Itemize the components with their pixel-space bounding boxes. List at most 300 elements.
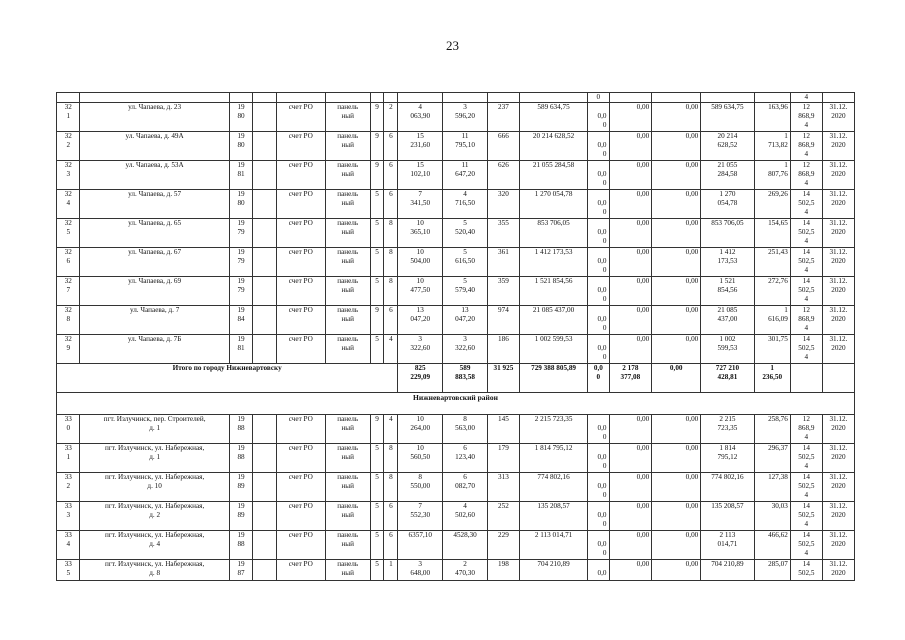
cell-fund-share: 0,0 0 <box>588 531 609 560</box>
cell-wall-material: панель ный <box>325 103 370 132</box>
table-row <box>57 161 855 190</box>
cell-budget-1: 0,00 <box>609 161 652 190</box>
total-row <box>57 364 855 393</box>
cell-limit-cost: 14 502,5 4 <box>790 248 822 277</box>
cell-floors: 5 <box>370 219 384 248</box>
cell-residents: 626 <box>487 161 519 190</box>
table-row-continued <box>57 93 855 103</box>
cell-entrances: 8 <box>384 444 398 473</box>
cell-empty <box>790 364 822 393</box>
cell-budget-2: 0,00 <box>652 103 701 132</box>
cell-residents: 355 <box>487 219 519 248</box>
cell-owners-funds: 774 802,16 <box>701 473 754 502</box>
cell-year: 19 81 <box>229 335 252 364</box>
cell-cost: 1 814 795,12 <box>519 444 587 473</box>
cell-completion-date: 31.12. 2020 <box>822 473 854 502</box>
cell-wall-material: панель ный <box>325 473 370 502</box>
cell-fund: счет РО <box>276 161 325 190</box>
cell-owners-funds: 1 270 054,78 <box>701 190 754 219</box>
cell-entrances: 1 <box>384 560 398 581</box>
cell-limit-cost: 14 502,5 4 <box>790 473 822 502</box>
cell-budget-1: 0,00 <box>609 415 652 444</box>
cell-wall-material: панель ный <box>325 277 370 306</box>
cell-owners-funds: 2 215 723,35 <box>701 415 754 444</box>
cell-floors: 5 <box>370 531 384 560</box>
cell-address: ул. Чапаева, д. 65 <box>80 219 229 248</box>
cell-address: ул. Чапаева, д. 69 <box>80 277 229 306</box>
cell-limit-cost: 12 868,9 4 <box>790 132 822 161</box>
cell-fund: счет РО <box>276 248 325 277</box>
cell-address: ул. Чапаева, д. 57 <box>80 190 229 219</box>
cell-budget-2: 0,00 <box>652 502 701 531</box>
cell-entrances: 8 <box>384 248 398 277</box>
total-label: Итого по городу Нижневартовску <box>57 364 398 393</box>
cell-living-area: 6 082,70 <box>443 473 488 502</box>
cell-limit-cost: 14 502,5 4 <box>790 531 822 560</box>
cell-wall-material: панель ный <box>325 132 370 161</box>
cell-budget-2: 0,00 <box>652 473 701 502</box>
cell-cost: 1 002 599,53 <box>519 335 587 364</box>
cell-completion-date: 31.12. 2020 <box>822 531 854 560</box>
cell-total-area: 6357,10 <box>398 531 443 560</box>
cell-budget-1: 0,00 <box>609 473 652 502</box>
cell-entrances: 2 <box>384 103 398 132</box>
cell-year: 19 89 <box>229 502 252 531</box>
cell-year: 19 79 <box>229 248 252 277</box>
cell-year: 19 88 <box>229 444 252 473</box>
cell-year: 19 80 <box>229 103 252 132</box>
cell-year: 19 88 <box>229 531 252 560</box>
table-row <box>57 473 855 502</box>
cell-budget-1: 0,00 <box>609 502 652 531</box>
cell-number: 33 3 <box>57 502 80 531</box>
cell-limit-cost: 14 502,5 <box>790 560 822 581</box>
cell-limit-cost: 12 868,9 4 <box>790 415 822 444</box>
cell-first-row-z: 0 <box>588 93 609 103</box>
cell-empty <box>253 190 276 219</box>
cell-residents: 229 <box>487 531 519 560</box>
cell-completion-date: 31.12. 2020 <box>822 219 854 248</box>
table-row <box>57 335 855 364</box>
cell-fund: счет РО <box>276 444 325 473</box>
cell-limit-cost: 12 868,9 4 <box>790 306 822 335</box>
cell-specific-cost: 258,76 <box>754 415 790 444</box>
cell-floors: 9 <box>370 132 384 161</box>
table-row <box>57 502 855 531</box>
cell-floors: 5 <box>370 444 384 473</box>
cell-address: пгт. Излучинск, пер. Строителей, д. 1 <box>80 415 229 444</box>
cell-entrances: 6 <box>384 306 398 335</box>
cell-specific-cost: 1 807,76 <box>754 161 790 190</box>
cell-entrances: 4 <box>384 415 398 444</box>
cell-specific-cost: 466,62 <box>754 531 790 560</box>
cell-owners-funds: 21 085 437,00 <box>701 306 754 335</box>
cell-owners-funds: 2 113 014,71 <box>701 531 754 560</box>
cell-budget-2: 0,00 <box>652 161 701 190</box>
cell-number: 32 5 <box>57 219 80 248</box>
cell-address: пгт. Излучинск, ул. Набережная, д. 8 <box>80 560 229 581</box>
cell-living-area: 6 123,40 <box>443 444 488 473</box>
table-row <box>57 190 855 219</box>
cell-cost: 2 215 723,35 <box>519 415 587 444</box>
cell-address: пгт. Излучинск, ул. Набережная, д. 4 <box>80 531 229 560</box>
cell-specific-cost: 301,75 <box>754 335 790 364</box>
cell-entrances: 6 <box>384 190 398 219</box>
cell-wall-material: панель ный <box>325 502 370 531</box>
cell-number: 32 6 <box>57 248 80 277</box>
cell-living-area: 5 579,40 <box>443 277 488 306</box>
cell-living-area: 4528,30 <box>443 531 488 560</box>
cell-fund: счет РО <box>276 531 325 560</box>
cell-number: 33 1 <box>57 444 80 473</box>
housing-register-table <box>56 92 855 581</box>
cell-fund: счет РО <box>276 277 325 306</box>
cell-budget-1: 0,00 <box>609 248 652 277</box>
cell-living-area: 11 795,10 <box>443 132 488 161</box>
cell-completion-date: 31.12. 2020 <box>822 444 854 473</box>
cell-total-area: 4 063,90 <box>398 103 443 132</box>
cell-address: пгт. Излучинск, ул. Набережная, д. 2 <box>80 502 229 531</box>
cell-residents: 237 <box>487 103 519 132</box>
cell-fund: счет РО <box>276 335 325 364</box>
cell-fund-share: 0,0 0 <box>588 190 609 219</box>
cell-cost: 853 706,05 <box>519 219 587 248</box>
total-owners-funds: 727 210 428,81 <box>701 364 754 393</box>
cell-budget-1: 0,00 <box>609 277 652 306</box>
cell-limit-cost: 12 868,9 4 <box>790 161 822 190</box>
cell-residents: 666 <box>487 132 519 161</box>
cell-cost: 21 055 284,58 <box>519 161 587 190</box>
cell-empty <box>253 132 276 161</box>
total-budget-2: 0,00 <box>652 364 701 393</box>
cell-budget-2: 0,00 <box>652 560 701 581</box>
cell-empty <box>253 502 276 531</box>
cell-fund-share: 0,0 0 <box>588 132 609 161</box>
cell-fund: счет РО <box>276 306 325 335</box>
cell-total-area: 7 552,30 <box>398 502 443 531</box>
cell-fund: счет РО <box>276 190 325 219</box>
cell-total-area: 13 047,20 <box>398 306 443 335</box>
cell-number: 32 3 <box>57 161 80 190</box>
table-row <box>57 444 855 473</box>
cell-living-area: 4 716,50 <box>443 190 488 219</box>
cell-address: ул. Чапаева, д. 49А <box>80 132 229 161</box>
cell-fund-share: 0,0 0 <box>588 306 609 335</box>
cell-address: ул. Чапаева, д. 7Б <box>80 335 229 364</box>
cell-residents: 359 <box>487 277 519 306</box>
table-row <box>57 560 855 581</box>
cell-specific-cost: 154,65 <box>754 219 790 248</box>
cell-budget-2: 0,00 <box>652 306 701 335</box>
cell-completion-date: 31.12. 2020 <box>822 248 854 277</box>
cell-residents: 313 <box>487 473 519 502</box>
cell-total-area: 3 322,60 <box>398 335 443 364</box>
cell-cost: 20 214 628,52 <box>519 132 587 161</box>
cell-empty <box>253 248 276 277</box>
cell-specific-cost: 272,76 <box>754 277 790 306</box>
cell-living-area: 13 047,20 <box>443 306 488 335</box>
cell-specific-cost: 30,03 <box>754 502 790 531</box>
cell-cost: 704 210,89 <box>519 560 587 581</box>
cell-completion-date: 31.12. 2020 <box>822 132 854 161</box>
cell-limit-cost: 14 502,5 4 <box>790 335 822 364</box>
cell-budget-1: 0,00 <box>609 531 652 560</box>
cell-budget-1: 0,00 <box>609 444 652 473</box>
cell-specific-cost: 285,07 <box>754 560 790 581</box>
cell-number: 33 2 <box>57 473 80 502</box>
district-title: Нижневартовский район <box>57 393 855 415</box>
cell-total-area: 10 365,10 <box>398 219 443 248</box>
cell-completion-date: 31.12. 2020 <box>822 103 854 132</box>
cell-fund: счет РО <box>276 219 325 248</box>
cell-year: 19 81 <box>229 161 252 190</box>
cell-owners-funds: 1 412 173,53 <box>701 248 754 277</box>
cell-specific-cost: 127,38 <box>754 473 790 502</box>
cell-floors: 5 <box>370 248 384 277</box>
cell-floors: 5 <box>370 502 384 531</box>
cell-address: пгт. Излучинск, ул. Набережная, д. 1 <box>80 444 229 473</box>
cell-total-area: 10 477,50 <box>398 277 443 306</box>
cell-living-area: 2 470,30 <box>443 560 488 581</box>
cell-limit-cost: 12 868,9 4 <box>790 103 822 132</box>
table-row <box>57 306 855 335</box>
cell-budget-1: 0,00 <box>609 132 652 161</box>
cell-limit-cost: 14 502,5 4 <box>790 219 822 248</box>
cell-owners-funds: 853 706,05 <box>701 219 754 248</box>
cell-residents: 186 <box>487 335 519 364</box>
cell-year: 19 79 <box>229 219 252 248</box>
cell-address: ул. Чапаева, д. 67 <box>80 248 229 277</box>
cell-living-area: 5 616,50 <box>443 248 488 277</box>
cell-year: 19 80 <box>229 132 252 161</box>
cell-fund-share: 0,0 0 <box>588 161 609 190</box>
cell-number: 32 2 <box>57 132 80 161</box>
total-fund-share: 0,0 0 <box>588 364 609 393</box>
cell-fund-share: 0,0 0 <box>588 248 609 277</box>
cell-year: 19 84 <box>229 306 252 335</box>
cell-wall-material: панель ный <box>325 306 370 335</box>
cell-empty <box>253 415 276 444</box>
cell-fund-share: 0,0 0 <box>588 473 609 502</box>
cell-budget-2: 0,00 <box>652 335 701 364</box>
total-area: 825 229,09 <box>398 364 443 393</box>
cell-first-row-limit: 4 <box>790 93 822 103</box>
cell-wall-material: панель ный <box>325 560 370 581</box>
cell-owners-funds: 21 055 284,58 <box>701 161 754 190</box>
table-row <box>57 277 855 306</box>
cell-completion-date: 31.12. 2020 <box>822 415 854 444</box>
cell-fund: счет РО <box>276 132 325 161</box>
cell-number: 32 7 <box>57 277 80 306</box>
cell-fund: счет РО <box>276 415 325 444</box>
cell-empty <box>253 444 276 473</box>
cell-living-area: 11 647,20 <box>443 161 488 190</box>
cell-fund: счет РО <box>276 473 325 502</box>
cell-total-area: 15 102,10 <box>398 161 443 190</box>
cell-wall-material: панель ный <box>325 444 370 473</box>
cell-living-area: 3 596,20 <box>443 103 488 132</box>
cell-living-area: 5 520,40 <box>443 219 488 248</box>
cell-budget-1: 0,00 <box>609 560 652 581</box>
cell-address: ул. Чапаева, д. 7 <box>80 306 229 335</box>
cell-budget-1: 0,00 <box>609 335 652 364</box>
cell-address: ул. Чапаева, д. 53А <box>80 161 229 190</box>
cell-total-area: 10 264,00 <box>398 415 443 444</box>
cell-empty <box>253 103 276 132</box>
cell-fund-share: 0,0 0 <box>588 444 609 473</box>
cell-living-area: 4 502,60 <box>443 502 488 531</box>
cell-residents: 179 <box>487 444 519 473</box>
cell-completion-date: 31.12. 2020 <box>822 190 854 219</box>
cell-wall-material: панель ный <box>325 531 370 560</box>
cell-specific-cost: 296,37 <box>754 444 790 473</box>
cell-number: 33 5 <box>57 560 80 581</box>
cell-empty <box>253 277 276 306</box>
cell-completion-date: 31.12. 2020 <box>822 277 854 306</box>
cell-owners-funds: 1 814 795,12 <box>701 444 754 473</box>
cell-specific-cost: 1 616,09 <box>754 306 790 335</box>
total-cost: 729 388 805,89 <box>519 364 587 393</box>
cell-specific-cost: 1 713,82 <box>754 132 790 161</box>
cell-number: 32 4 <box>57 190 80 219</box>
cell-residents: 974 <box>487 306 519 335</box>
cell-floors: 5 <box>370 335 384 364</box>
cell-floors: 9 <box>370 306 384 335</box>
cell-entrances: 6 <box>384 161 398 190</box>
cell-cost: 135 208,57 <box>519 502 587 531</box>
cell-specific-cost: 163,96 <box>754 103 790 132</box>
cell-fund-share: 0,0 0 <box>588 277 609 306</box>
table-row <box>57 103 855 132</box>
cell-limit-cost: 14 502,5 4 <box>790 277 822 306</box>
cell-cost: 589 634,75 <box>519 103 587 132</box>
cell-total-area: 7 341,50 <box>398 190 443 219</box>
cell-specific-cost: 251,43 <box>754 248 790 277</box>
cell-fund-share: 0,0 <box>588 560 609 581</box>
cell-budget-1: 0,00 <box>609 103 652 132</box>
cell-year: 19 89 <box>229 473 252 502</box>
cell-wall-material: панель ный <box>325 248 370 277</box>
cell-floors: 9 <box>370 103 384 132</box>
table-row <box>57 219 855 248</box>
cell-specific-cost: 269,26 <box>754 190 790 219</box>
cell-total-area: 8 550,00 <box>398 473 443 502</box>
cell-residents: 252 <box>487 502 519 531</box>
cell-cost: 1 521 854,56 <box>519 277 587 306</box>
cell-empty <box>253 531 276 560</box>
cell-budget-2: 0,00 <box>652 277 701 306</box>
cell-entrances: 4 <box>384 335 398 364</box>
table-row <box>57 248 855 277</box>
cell-completion-date: 31.12. 2020 <box>822 306 854 335</box>
cell-total-area: 3 648,00 <box>398 560 443 581</box>
cell-fund: счет РО <box>276 103 325 132</box>
cell-empty <box>253 306 276 335</box>
cell-total-area: 10 504,00 <box>398 248 443 277</box>
cell-owners-funds: 1 521 854,56 <box>701 277 754 306</box>
cell-fund-share: 0,0 0 <box>588 335 609 364</box>
cell-budget-2: 0,00 <box>652 219 701 248</box>
cell-budget-2: 0,00 <box>652 415 701 444</box>
cell-living-area: 3 322,60 <box>443 335 488 364</box>
cell-budget-2: 0,00 <box>652 190 701 219</box>
cell-empty <box>253 219 276 248</box>
table-row <box>57 415 855 444</box>
cell-address: пгт. Излучинск, ул. Набережная, д. 10 <box>80 473 229 502</box>
cell-floors: 5 <box>370 473 384 502</box>
cell-number: 32 9 <box>57 335 80 364</box>
cell-fund: счет РО <box>276 502 325 531</box>
cell-completion-date: 31.12. 2020 <box>822 560 854 581</box>
table-row <box>57 531 855 560</box>
cell-entrances: 6 <box>384 132 398 161</box>
cell-fund-share: 0,0 0 <box>588 502 609 531</box>
cell-wall-material: панель ный <box>325 161 370 190</box>
cell-budget-1: 0,00 <box>609 306 652 335</box>
cell-floors: 5 <box>370 190 384 219</box>
cell-entrances: 6 <box>384 502 398 531</box>
cell-number: 33 4 <box>57 531 80 560</box>
cell-owners-funds: 20 214 628,52 <box>701 132 754 161</box>
total-budget-1: 2 178 377,08 <box>609 364 652 393</box>
cell-completion-date: 31.12. 2020 <box>822 502 854 531</box>
cell-fund-share: 0,0 0 <box>588 103 609 132</box>
cell-owners-funds: 1 002 599,53 <box>701 335 754 364</box>
total-living-area: 589 883,58 <box>443 364 488 393</box>
cell-residents: 320 <box>487 190 519 219</box>
cell-year: 19 88 <box>229 415 252 444</box>
cell-limit-cost: 14 502,5 4 <box>790 190 822 219</box>
cell-fund: счет РО <box>276 560 325 581</box>
cell-total-area: 15 231,60 <box>398 132 443 161</box>
cell-fund-share: 0,0 0 <box>588 415 609 444</box>
cell-budget-2: 0,00 <box>652 444 701 473</box>
cell-year: 19 80 <box>229 190 252 219</box>
cell-residents: 145 <box>487 415 519 444</box>
cell-number: 32 1 <box>57 103 80 132</box>
cell-limit-cost: 14 502,5 4 <box>790 502 822 531</box>
cell-budget-2: 0,00 <box>652 248 701 277</box>
cell-wall-material: панель ный <box>325 190 370 219</box>
cell-budget-1: 0,00 <box>609 190 652 219</box>
cell-owners-funds: 704 210,89 <box>701 560 754 581</box>
cell-entrances: 6 <box>384 531 398 560</box>
cell-floors: 5 <box>370 560 384 581</box>
cell-empty <box>822 364 854 393</box>
cell-fund-share: 0,0 0 <box>588 219 609 248</box>
cell-wall-material: панель ный <box>325 219 370 248</box>
cell-wall-material: панель ный <box>325 335 370 364</box>
cell-cost: 21 085 437,00 <box>519 306 587 335</box>
cell-cost: 774 802,16 <box>519 473 587 502</box>
cell-entrances: 8 <box>384 219 398 248</box>
table-body <box>57 93 855 581</box>
cell-cost: 1 412 173,53 <box>519 248 587 277</box>
cell-residents: 198 <box>487 560 519 581</box>
cell-living-area: 8 563,00 <box>443 415 488 444</box>
cell-wall-material: панель ный <box>325 415 370 444</box>
cell-year: 19 87 <box>229 560 252 581</box>
cell-completion-date: 31.12. 2020 <box>822 335 854 364</box>
total-residents: 31 925 <box>487 364 519 393</box>
table-row <box>57 132 855 161</box>
cell-number: 33 0 <box>57 415 80 444</box>
cell-address: ул. Чапаева, д. 23 <box>80 103 229 132</box>
cell-owners-funds: 589 634,75 <box>701 103 754 132</box>
cell-cost: 2 113 014,71 <box>519 531 587 560</box>
cell-completion-date: 31.12. 2020 <box>822 161 854 190</box>
cell-entrances: 8 <box>384 277 398 306</box>
